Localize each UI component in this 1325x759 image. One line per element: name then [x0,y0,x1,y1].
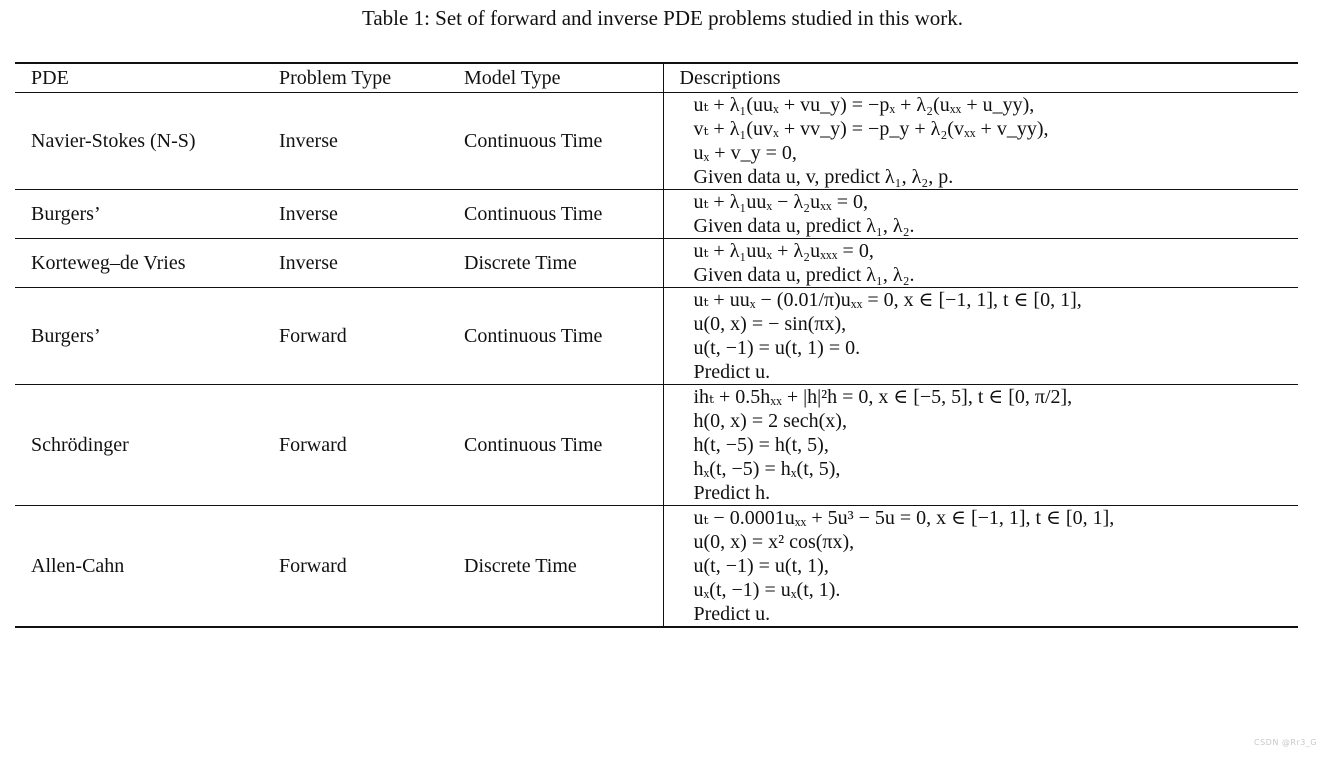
watermark: CSDN @Rr3_G [1254,738,1317,747]
table-row [15,288,1298,385]
cell-pde: Navier-Stokes (N-S) [31,130,196,152]
description-line: uₜ + λ₁(uuₓ + vu_y) = −pₓ + λ₂(uₓₓ + u_yy), [693,94,1035,116]
description-line: u(0, x) = x² cos(πx), [693,531,855,553]
cell-problem-type: Inverse [279,252,338,274]
cell-problem-type: Forward [279,325,347,347]
cell-problem-type: Inverse [279,203,338,225]
description-line: Given data u, v, predict λ₁, λ₂, p. [693,166,954,188]
pde-problems-table [15,62,1298,628]
cell-model-type: Continuous Time [464,325,603,347]
cell-problem-type: Inverse [279,130,338,152]
cell-model-type: Discrete Time [464,555,577,577]
cell-descriptions [663,93,1298,190]
cell-pde: Korteweg–de Vries [31,252,186,274]
description-line: u(t, −1) = u(t, 1) = 0. [693,337,861,359]
cell-model-type: Continuous Time [464,130,603,152]
description-line: uₜ − 0.0001uₓₓ + 5u³ − 5u = 0, x ∈ [−1, 1], t ∈ [0, 1], [693,507,1115,529]
table-row [15,506,1298,628]
table-row [15,190,1298,239]
cell-problem-type: Forward [279,434,347,456]
description-line: hₓ(t, −5) = hₓ(t, 5), [693,458,841,480]
cell-descriptions [663,190,1298,239]
description-line: uₓ + v_y = 0, [693,142,797,164]
cell-pde: Allen-Cahn [31,555,125,577]
table-header-row [15,63,1298,93]
cell-model-type: Discrete Time [464,252,577,274]
cell-descriptions [663,239,1298,288]
table-row [15,93,1298,190]
cell-pde: Burgers’ [31,203,101,225]
description-line: Predict h. [693,482,771,504]
description-line: Given data u, predict λ₁, λ₂. [693,264,915,286]
header-descriptions: Descriptions [663,63,1298,93]
description-line: ihₜ + 0.5hₓₓ + |h|²h = 0, x ∈ [−5, 5], t ∈ [0, π/2], [693,386,1073,408]
cell-descriptions [663,288,1298,385]
table-row [15,239,1298,288]
description-line: Given data u, predict λ₁, λ₂. [693,215,915,237]
header-model-type: Model Type [448,63,663,93]
description-line: uₓ(t, −1) = uₓ(t, 1). [693,579,841,601]
description-line: u(0, x) = − sin(πx), [693,313,847,335]
description-line: uₜ + λ₁uuₓ + λ₂uₓₓₓ = 0, [693,240,874,262]
cell-descriptions [663,506,1298,628]
description-line: uₜ + λ₁uuₓ − λ₂uₓₓ = 0, [693,191,869,213]
header-pde: PDE [15,63,263,93]
description-line: h(t, −5) = h(t, 5), [693,434,829,456]
cell-model-type: Continuous Time [464,434,603,456]
description-line: Predict u. [693,603,771,625]
cell-problem-type: Forward [279,555,347,577]
header-problem-type: Problem Type [263,63,448,93]
description-line: h(0, x) = 2 sech(x), [693,410,847,432]
description-line: Predict u. [693,361,771,383]
table-caption: Table 1: Set of forward and inverse PDE problems studied in this work. [361,6,963,30]
description-line: u(t, −1) = u(t, 1), [693,555,829,577]
cell-pde: Schrödinger [31,434,129,456]
table-row [15,385,1298,506]
description-line: vₜ + λ₁(uvₓ + vv_y) = −p_y + λ₂(vₓₓ + v_yy), [693,118,1049,140]
description-line: uₜ + uuₓ − (0.01/π)uₓₓ = 0, x ∈ [−1, 1], t ∈ [0, 1], [693,289,1082,311]
cell-model-type: Continuous Time [464,203,603,225]
cell-pde: Burgers’ [31,325,101,347]
cell-descriptions [663,385,1298,506]
